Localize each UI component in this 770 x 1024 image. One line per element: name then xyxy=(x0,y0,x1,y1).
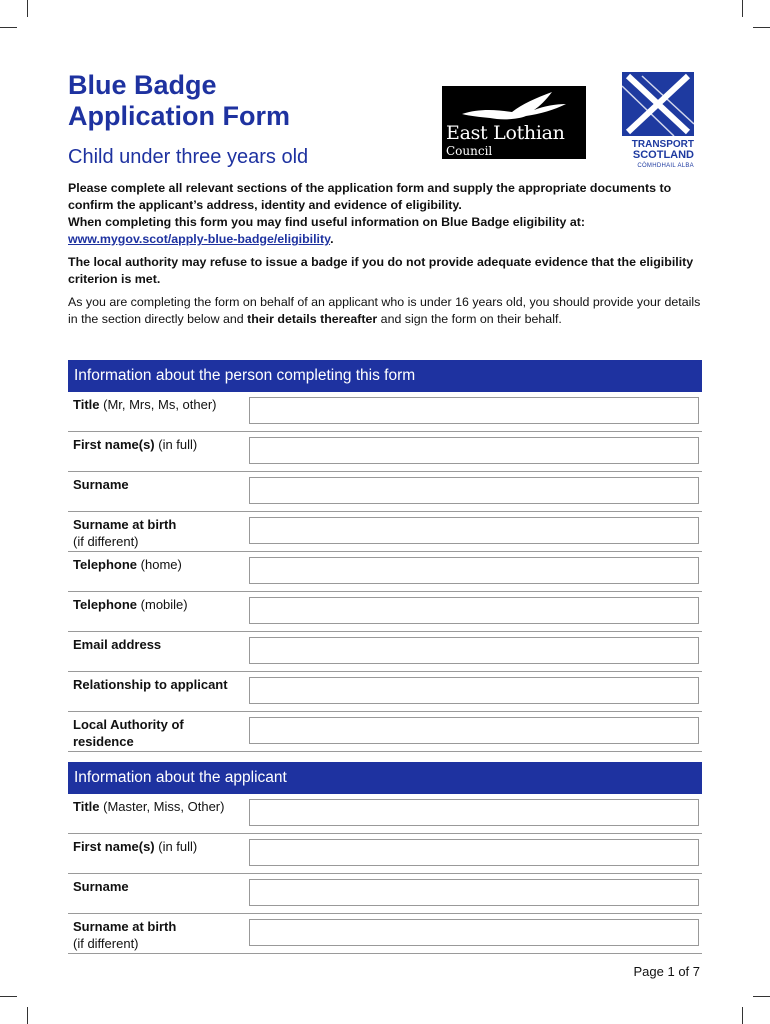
bird-icon xyxy=(460,90,570,122)
field-label: First name(s) (in full) xyxy=(73,839,198,854)
intro-instructions: Please complete all relevant sections of the application form and supply the appropriate documents to confirm the applicant’s address, identity and evidence of eligibility. When completing this form you may find useful information on Blue Badge eligibility at: www.mygov.scot/apply-blue-badge/eligibility. xyxy=(68,181,672,246)
page-title: Blue Badge Application Form xyxy=(68,70,290,131)
intro-warning: The local authority may refuse to issue a badge if you do not provide adequate evidence that the eligibility criterion is met. xyxy=(68,255,694,286)
text-input[interactable] xyxy=(249,557,699,584)
crop-mark xyxy=(742,1007,743,1024)
intro-text xyxy=(68,180,708,328)
text-input[interactable] xyxy=(249,437,699,464)
field-label: Surname xyxy=(73,477,129,492)
east-lothian-logo xyxy=(442,86,586,159)
crop-mark xyxy=(27,1007,28,1024)
section-person-completing xyxy=(68,360,702,752)
east-lothian-name: East Lothian xyxy=(446,122,565,144)
form-rows xyxy=(68,794,702,954)
form-row xyxy=(68,834,702,874)
form-row xyxy=(68,432,702,472)
form-row xyxy=(68,794,702,834)
text-input[interactable] xyxy=(249,597,699,624)
title-block xyxy=(68,70,308,169)
form-row xyxy=(68,632,702,672)
field-label: Telephone (home) xyxy=(73,557,182,572)
text-input[interactable] xyxy=(249,637,699,664)
crop-mark xyxy=(742,0,743,17)
page-subtitle: Child under three years old xyxy=(68,146,309,168)
field-label: Surname at birth (if different) xyxy=(73,517,177,549)
form-row xyxy=(68,472,702,512)
crop-mark xyxy=(0,996,17,997)
field-label: Title (Master, Miss, Other) xyxy=(73,799,225,814)
form-row xyxy=(68,712,702,752)
transport-scotland-logo xyxy=(622,72,694,169)
crop-mark xyxy=(753,996,770,997)
section-heading: Information about the applicant xyxy=(68,762,702,794)
intro-guidance: As you are completing the form on behalf of an applicant who is under 16 years old, you should provide your details in the section directly below and their details thereafter and sign the form on their behalf. xyxy=(68,295,701,326)
section-heading: Information about the person completing this form xyxy=(68,360,702,392)
text-input[interactable] xyxy=(249,799,699,826)
field-label: Surname at birth (if different) xyxy=(73,919,177,951)
text-input[interactable] xyxy=(249,517,699,544)
field-label: Local Authority of residence xyxy=(73,717,184,749)
page-number: Page 1 of 7 xyxy=(633,964,700,979)
text-input[interactable] xyxy=(249,919,699,946)
form-row xyxy=(68,392,702,432)
form-row xyxy=(68,592,702,632)
ts-line2: SCOTLAND xyxy=(632,149,694,161)
form-row xyxy=(68,512,702,552)
text-input[interactable] xyxy=(249,717,699,744)
crop-mark xyxy=(753,27,770,28)
text-input[interactable] xyxy=(249,879,699,906)
text-input[interactable] xyxy=(249,839,699,866)
form-row xyxy=(68,914,702,954)
eligibility-link[interactable]: www.mygov.scot/apply-blue-badge/eligibility xyxy=(68,232,331,246)
field-label: First name(s) (in full) xyxy=(73,437,198,452)
field-label: Surname xyxy=(73,879,129,894)
crop-mark xyxy=(27,0,28,17)
field-label: Title (Mr, Mrs, Ms, other) xyxy=(73,397,217,412)
text-input[interactable] xyxy=(249,397,699,424)
form-row xyxy=(68,552,702,592)
ts-line1: TRANSPORT xyxy=(631,139,694,150)
text-input[interactable] xyxy=(249,477,699,504)
section-applicant xyxy=(68,762,702,954)
text-input[interactable] xyxy=(249,677,699,704)
east-lothian-council: Council xyxy=(446,144,493,158)
form-row xyxy=(68,672,702,712)
crop-mark xyxy=(0,27,17,28)
form-row xyxy=(68,874,702,914)
field-label: Telephone (mobile) xyxy=(73,597,188,612)
form-rows xyxy=(68,392,702,752)
ts-line3: CÒMHDHAIL ALBA xyxy=(637,163,694,169)
saltire-icon xyxy=(622,72,694,136)
field-label: Email address xyxy=(73,637,162,652)
field-label: Relationship to applicant xyxy=(73,677,228,692)
